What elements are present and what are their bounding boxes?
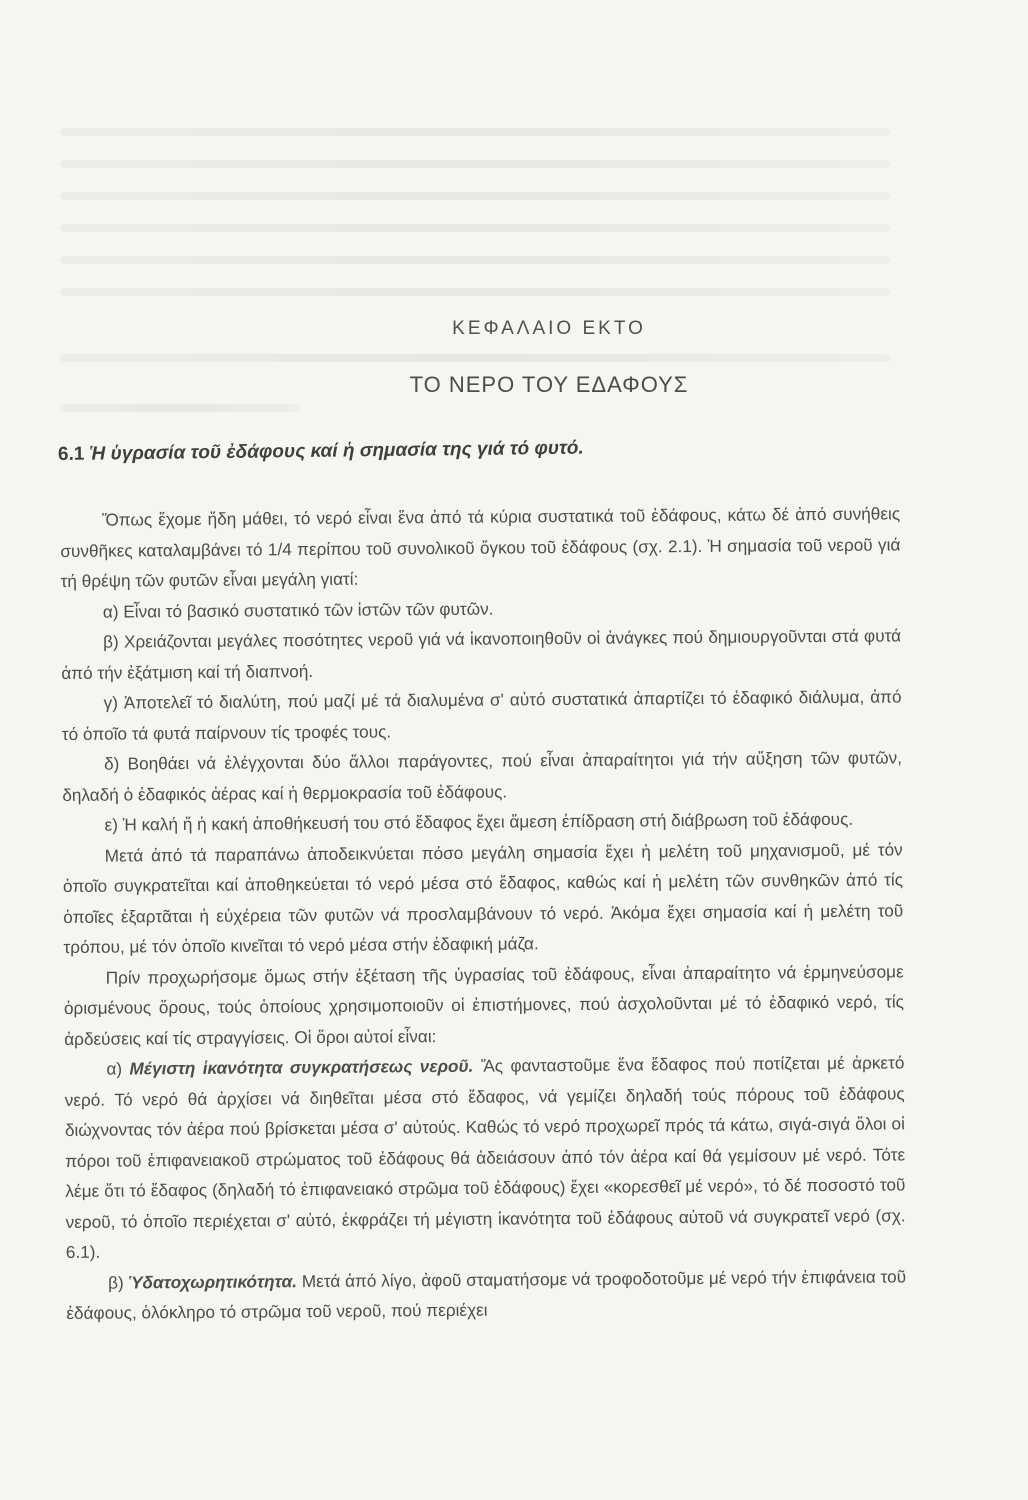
show-through-line [60, 256, 890, 264]
paragraph-after: Μετά ἀπό τά παραπάνω ἀποδεικνύεται πόσο μεγάλη σημασία ἔχει ἡ μελέτη τοῦ μηχανισμοῦ, μέ τόν ὁποῖο συγκρατεῖται καί ἀποθηκεύεται τό νερό μέσα στό ἔδαφος, καθώς καί ἡ μελέτη τῶν συνθηκῶν ἀπό τίς ὁποῖες ἐξαρτᾶται ἡ εὐχέρεια τῶν φυτῶν νά προσλαμβάνουν τό νερό. Ἀκόμα ἔχει σημασία καί ἡ μελέτη τοῦ τρόπου, μέ τόν ὁποῖο κινεῖται τό νερό μέσα στήν ἐδαφική μάζα. [62, 838, 904, 957]
show-through-line [60, 354, 890, 362]
paragraph-terms-intro: Πρίν προχωρήσομε ὅμως στήν ἐξέταση τῆς ὑγρασίας τοῦ ἐδάφους, εἶναι ἀπαραίτητο νά ἑρμηνεύσομε ὁρισμένους ὅρους, τούς ὁποίους χρησιμοποιοῦν οἱ ἐπιστήμονες, πού ἀσχολοῦνται μέ τό ἐδαφικό νερό, τίς ἀρδεύσεις καί τίς στραγγίσεις. Οἱ ὅροι αὐτοί εἶναι: [63, 960, 905, 1049]
term-b-prefix: β) [108, 1272, 124, 1293]
body-text [60, 498, 906, 1328]
show-through-line [60, 160, 890, 168]
term-a-prefix: α) [106, 1058, 123, 1079]
show-through-line [60, 192, 890, 200]
list-item-e: ε) Ἡ καλή ἤ ἡ κακή ἀποθήκευσή του στό ἔδαφος ἔχει ἄμεση ἐπίδραση στή διάβρωση τοῦ ἐδάφους. [104, 808, 854, 835]
list-item-d: δ) Βοηθάει νά ἐλέγχονται δύο ἄλλοι παράγοντες, πού εἶναι ἀπαραίτητοι γιά τήν αὔξηση τῶν φυτῶν, δηλαδή ὁ ἐδαφικός ἀέρας καί ἡ θερμοκρασία τοῦ ἐδάφους. [62, 747, 903, 805]
list-item-b: β) Χρειάζονται μεγάλες ποσότητες νεροῦ γιά νά ἱκανοποιηθοῦν οἱ ἀνάγκες πού δημιουργοῦνται στά φυτά ἀπό τήν ἐξάτμιση καί τή διαπνοή. [61, 625, 902, 683]
section-number: 6.1 [57, 443, 85, 465]
term-a-text: Ἄς φανταστοῦμε ἕνα ἔδαφος πού ποτίζεται μέ ἀρκετό νερό. Τό νερό θά ἀρχίσει νά διηθεῖται μέσα στό ἔδαφος, νά γεμίζει δηλαδή τούς πόρους τοῦ ἐδάφους διώχνοντας τόν ἀέρα πού βρίσκεται μέσα σ' αὐτούς. Καθώς τό νερό προχωρεῖ πρός τά κάτω, σιγά-σιγά ὅλοι οἱ πόροι τοῦ ἐπιφανειακοῦ στρώματος τοῦ ἐδάφους θά ἀδειάσουν ἀπό τόν ἀέρα καί θά γεμίσουν μέ νερό. Τότε λέμε ὅτι τό ἔδαφος (δηλαδή τό ἐπιφανειακό στρῶμα τοῦ ἐδάφους) ἔχει «κορεσθεῖ μέ νερό», τό δέ ποσοστό τοῦ νεροῦ, τό ὁποῖο περιέχεται σ' αὐτό, ἐκφράζει τή μέγιστη ἱκανότητα τοῦ ἐδάφους αὐτοῦ νά συγκρατεῖ νερό (σχ. 6.1). [64, 1052, 906, 1262]
list-item-a: α) Εἶναι τό βασικό συστατικό τῶν ἱστῶν τῶν φυτῶν. [102, 598, 494, 622]
term-b-name: Ὑδατοχωρητικότητα. [128, 1270, 298, 1292]
show-through-line [60, 128, 890, 136]
list-item-c: γ) Ἀποτελεῖ τό διαλύτη, πού μαζί μέ τά διαλυμένα σ' αὐτό συστατικά ἀπαρτίζει τό ἐδαφικό διάλυμα, ἀπό τό ὁποῖο τά φυτά παίρνουν τίς τροφές τους. [61, 686, 902, 744]
term-b-paragraph [66, 1261, 906, 1329]
show-through-line [60, 288, 890, 296]
term-a-paragraph [64, 1047, 906, 1267]
paragraph-intro: Ὅπως ἔχομε ἤδη μάθει, τό νερό εἶναι ἕνα ἀπό τά κύρια συστατικά τοῦ ἐδάφους, κάτω δέ ἀπό συνήθεις συνθῆκες καταλαμβάνει τό 1/4 περίπου τοῦ συνολικοῦ ὄγκου τοῦ ἐδάφους (σχ. 2.1). Ἡ σημασία τοῦ νεροῦ γιά τή θρέψη τῶν φυτῶν εἶναι μεγάλη γιατί: [60, 503, 901, 591]
term-a-name: Μέγιστη ἱκανότητα συγκρατήσεως νεροῦ. [129, 1055, 474, 1079]
section-title: Ἡ ὑγρασία τοῦ ἐδάφους καί ἡ σημασία της γιά τό φυτό. [89, 437, 584, 465]
section-heading [58, 434, 898, 466]
chapter-label: ΚΕΦΑΛΑΙΟ ΕΚΤΟ [452, 318, 646, 339]
show-through-line [60, 404, 300, 412]
term-b-text: Μετά ἀπό λίγο, ἀφοῦ σταματήσομε νά τροφοδοτοῦμε μέ νερό τήν ἐπιφάνεια τοῦ ἐδάφους, ὁλόκληρο τό στρῶμα τοῦ νεροῦ, πού περιέχει [66, 1265, 907, 1323]
chapter-title: ΤΟ ΝΕΡΟ ΤΟΥ ΕΔΑΦΟΥΣ [409, 372, 689, 397]
show-through-line [60, 224, 890, 232]
